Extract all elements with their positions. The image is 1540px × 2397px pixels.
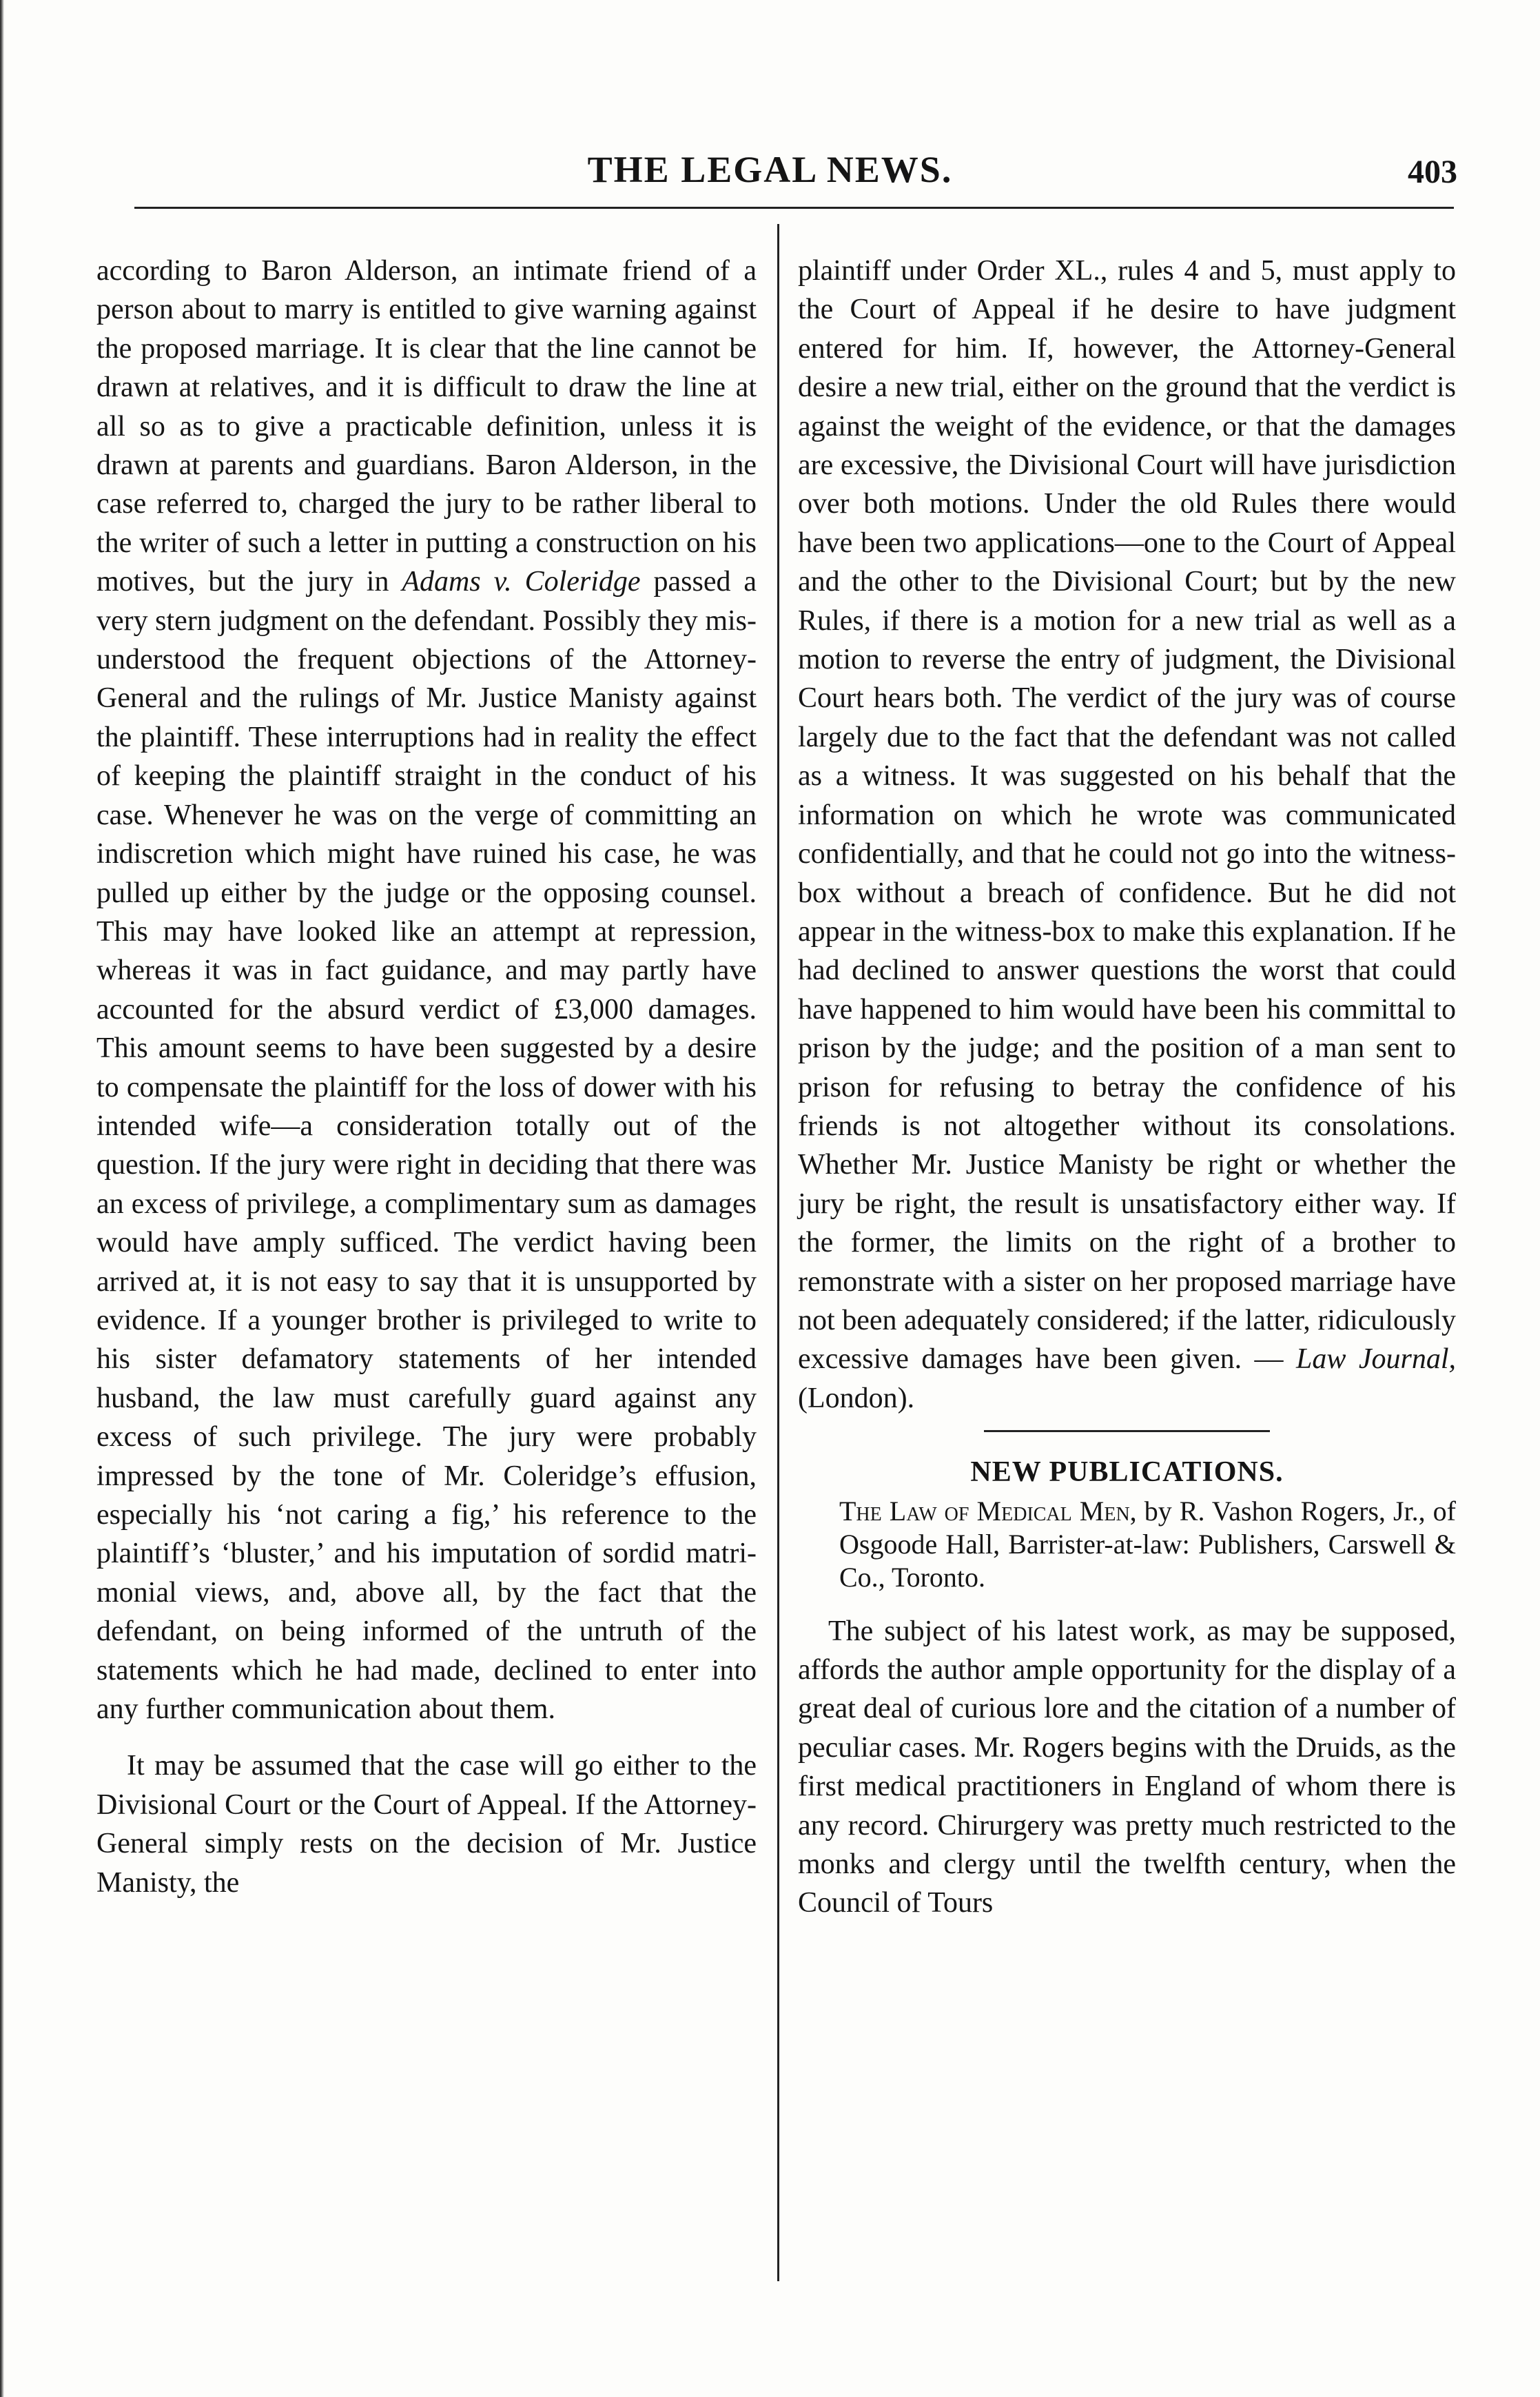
publication-details: by R. Vashon Rogers, Jr., of Osgoode Hall, Barrister-at-law: Publishers, Carswell & Co., Toronto.	[839, 1495, 1456, 1593]
page-number: 403	[1408, 154, 1457, 190]
right-paragraph-2: The subject of his latest work, as may be supposed, affords the author ample opportunity for the display of a great deal of curious lore and the citation of a number of peculiar cases. Mr. Rogers begins with the Druids, as the first medical practitioners in England of whom there is any record. Chirurgery was pretty much restricted to the monks and clergy until the twelfth century, when the Council of Tours	[798, 1615, 1456, 1919]
source-citation-location: (London).	[798, 1382, 915, 1414]
page-edge-shadow	[0, 0, 4, 2397]
publication-title: The Law of Medical Men,	[839, 1495, 1137, 1527]
left-column	[96, 252, 757, 1902]
section-heading: NEW PUBLICATIONS.	[970, 1456, 1284, 1489]
running-title: THE LEGAL NEWS.	[587, 149, 953, 190]
left-paragraph-2: It may be assumed that the case will go either to the Divisional Court or the Court of Appeal. If the Attorney-General simply rests on the decision of Mr. Justice Manisty, the	[96, 1750, 757, 1899]
publication-entry	[798, 1495, 1456, 1594]
source-citation: Law Journal,	[1296, 1343, 1457, 1376]
left-paragraph-1-continued: passed a very stern judgment on the defendant. Possibly they misunderstood the frequent objections of the Attorney-General and the rulings of Mr. Justice Manisty against the plaintiff. These interruptions had in reality the effect of keeping the plaintiff straight in the conduct of his case. Whenever he was on the verge of committing an indiscretion which might have ruined his case, he was pulled up either by the judge or the opposing counsel. This may have looked like an attempt at repression, whereas it was in fact guidance, and may partly have accounted for the absurd verdict of £3,000 damages. This amount seems to have been suggested by a desire to compensate the plaintiff for the loss of dower with his intended wife—a consideration totally out of the question. If the jury were right in deciding that there was an excess of privilege, a complimentary sum as damages would have amply sufficed. The verdict having been arrived at, it is not easy to say that it is unsupported by evidence. If a younger brother is privileged to write to his sister defamatory statements of her intended husband, the law must carefully guard against any excess of such privilege. The jury were probably impressed by the tone of Mr. Coleridge’s effusion, especially his ‘not caring a fig,’ his reference to the plaintiff’s ‘bluster,’ and his imputation of sordid matrimonial views, and, above all, by the fact that the defendant, on being informed of the untruth of the statements which he had made, declined to enter into any further communication about them.	[96, 566, 757, 1726]
right-column	[798, 252, 1456, 1923]
column-divider	[777, 224, 779, 2281]
left-paragraph-1	[96, 252, 757, 1728]
case-citation: Adams v. Coleridge	[402, 566, 641, 598]
header-rule	[134, 207, 1454, 209]
right-paragraph-1-text: plaintiff under Order XL., rules 4 and 5, must apply to the Court of Appeal if he desire to have judgment entered for him. If, however, the Attorney-General desire a new trial, either on the ground that the verdict is against the weight of the evidence, or that the damages are excessive, the Divisional Court will have jurisdiction over both motions. Under the old Rules there would have been two applications—one to the Court of Appeal and the other to the Divisional Court; but by the new Rules, if there is a motion for a new trial as well as a motion to reverse the entry of judgment, the Divisional Court hears both. The verdict of the jury was of course largely due to the fact that the defendant was not called as a witness. It was suggested on his behalf that the information on which he wrote was communicated confidentially, and that he could not go into the witness-box without a breach of confidence. But he did not appear in the witness-box to make this explanation. If he had declined to answer questions the worst that could have happened to him would have been his committal to prison by the judge; and the position of a man sent to prison for refusing to betray the confidence of his friends is not altogether without its consolations. Whether Mr. Justice Manisty be right or whether the jury be right, the result is unsatisfactory either way. If the former, the limits on the right of a brother to remonstrate with a sister on her proposed marriage have not been adequately considered; if the latter, ridiculously excessive damages have been given. —	[798, 255, 1456, 1376]
section-rule	[984, 1430, 1270, 1432]
right-paragraph-1	[798, 252, 1456, 1418]
left-paragraph-1-text: according to Baron Alderson, an intimate friend of a person about to marry is entitled to give warning against the proposed marriage. It is clear that the line cannot be drawn at relatives, and it is difficult to draw the line at all so as to give a practicable definition, unless it is drawn at parents and guardians. Baron Alderson, in the case referred to, charged the jury to be rather liberal to the writer of such a letter in putting a construction on his motives, but the jury in	[96, 255, 757, 598]
